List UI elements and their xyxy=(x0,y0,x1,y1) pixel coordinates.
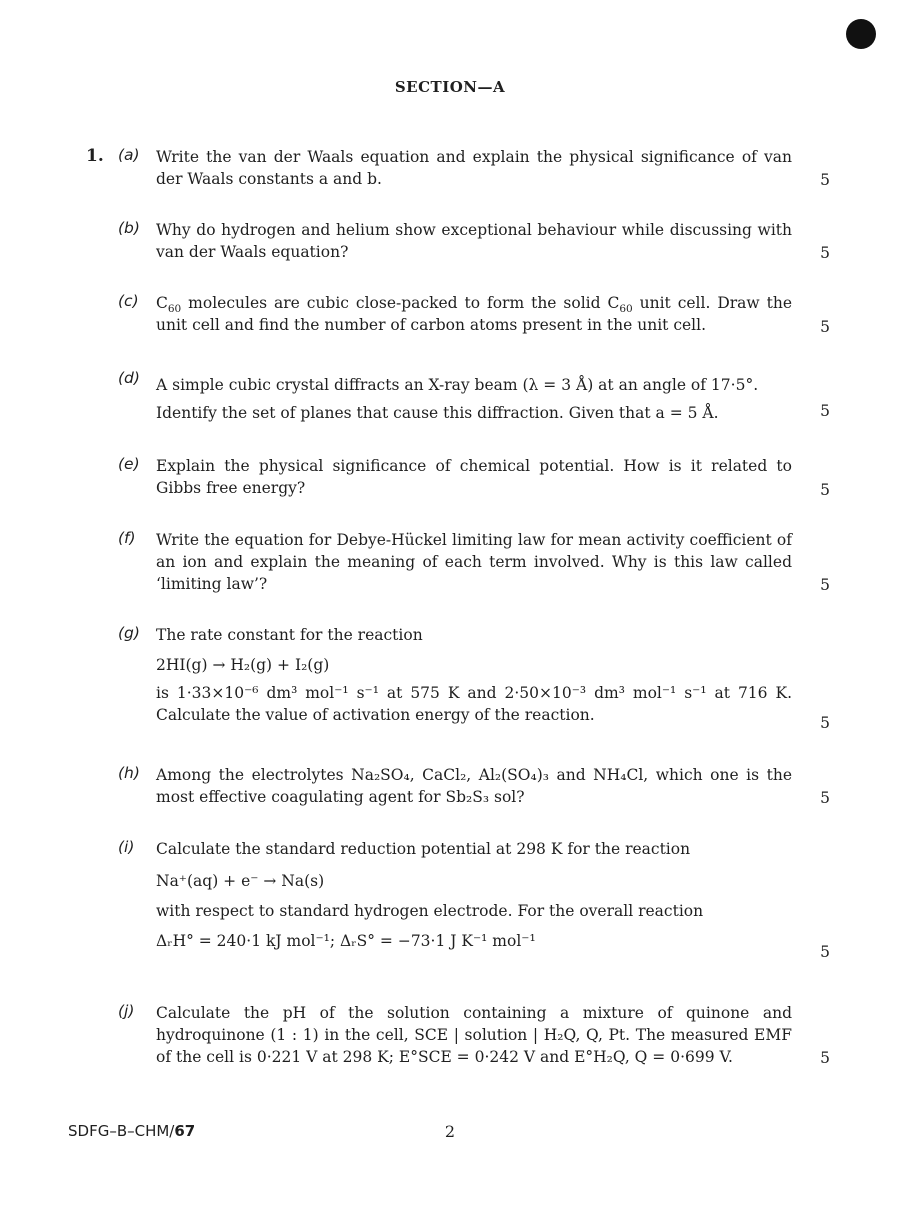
reaction-equation: 2HI(g) → H₂(g) + I₂(g) xyxy=(156,656,330,674)
part-letter: (d) xyxy=(118,369,140,387)
marks: 5 xyxy=(820,402,830,420)
part-g xyxy=(118,624,830,736)
marks: 5 xyxy=(820,171,830,189)
paper-code-prefix: SDFG–B–CHM/ xyxy=(68,1122,175,1140)
text-fragment: C xyxy=(156,294,168,312)
part-f xyxy=(118,529,830,597)
part-text: Write the van der Waals equation and explain the physical significance of van der Waals constants a and b. xyxy=(156,148,792,188)
part-letter: (g) xyxy=(118,624,140,642)
part-text: Explain the physical significance of chemical potential. How is it related to Gibbs free energy? xyxy=(156,457,792,497)
part-e xyxy=(118,455,830,501)
part-letter: (f) xyxy=(118,529,136,547)
part-h xyxy=(118,764,830,810)
part-text: Among the electrolytes Na₂SO₄, CaCl₂, Al₂(SO₄)₃ and NH₄Cl, which one is the most effective coagulating agent for Sb₂S₃ sol? xyxy=(156,766,792,806)
part-letter: (e) xyxy=(118,455,140,473)
intro-line: The rate constant for the reaction xyxy=(156,626,423,644)
marks: 5 xyxy=(820,1049,830,1067)
part-a xyxy=(118,146,830,192)
part-text: Write the equation for Debye-Hückel limiting law for mean activity coefficient of an ion and explain the meaning of each term involved. Why is this law called ‘limiting law’? xyxy=(156,531,792,593)
part-letter: (h) xyxy=(118,764,140,782)
intro-line: Calculate the standard reduction potential at 298 K for the reaction xyxy=(156,840,691,858)
part-i xyxy=(118,838,830,968)
part-text xyxy=(156,371,792,427)
part-text xyxy=(156,838,792,952)
body-text: is 1·33×10⁻⁶ dm³ mol⁻¹ s⁻¹ at 575 K and 2·50×10⁻³ dm³ mol⁻¹ s⁻¹ at 716 K. Calculate the value of activation energy of the reaction. xyxy=(156,684,792,724)
part-letter: (j) xyxy=(118,1002,135,1020)
text-line: Identify the set of planes that cause this diffraction. Given that a = 5 Å. xyxy=(156,404,719,422)
part-c xyxy=(118,292,830,340)
marks: 5 xyxy=(820,244,830,262)
part-d xyxy=(118,369,830,421)
part-text: Calculate the pH of the solution containing a mixture of quinone and hydroquinone (1 : 1) in the cell, SCE | solution | H₂Q, Q, Pt. The measured EMF of the cell is 0·221 V at 298 K; E°SCE = 0·242 V and E°H₂Q, Q = 0·699 V. xyxy=(156,1004,792,1066)
text-line: A simple cubic crystal diffracts an X-ray beam (λ = 3 Å) at an angle of 17·5°. xyxy=(156,376,759,394)
text-fragment: molecules are cubic close-packed to form the solid C xyxy=(181,294,620,312)
marks: 5 xyxy=(820,943,830,961)
body-text: with respect to standard hydrogen electrode. For the overall reaction xyxy=(156,902,704,920)
marks: 5 xyxy=(820,318,830,336)
registration-dot xyxy=(846,19,876,49)
question-number: 1. xyxy=(86,146,104,166)
text-fragment: unit cell. Draw the unit cell and find the number of carbon atoms present in the unit cell. xyxy=(156,294,792,334)
part-text xyxy=(156,292,792,336)
part-letter: (i) xyxy=(118,838,135,856)
section-title: SECTION—A xyxy=(394,78,506,96)
part-letter: (b) xyxy=(118,219,140,237)
part-text: Why do hydrogen and helium show exceptional behaviour while discussing with van der Waals equation? xyxy=(156,221,792,261)
marks: 5 xyxy=(820,714,830,732)
subscript: 60 xyxy=(619,303,633,316)
reaction-equation: Na⁺(aq) + e⁻ → Na(s) xyxy=(156,872,325,890)
marks: 5 xyxy=(820,789,830,807)
subscript: 60 xyxy=(167,303,182,316)
part-letter: (c) xyxy=(118,292,139,310)
marks: 5 xyxy=(820,481,830,499)
page-number: 2 xyxy=(444,1122,456,1141)
thermo-equation: ΔᵣH° = 240·1 kJ mol⁻¹; ΔᵣS° = −73·1 J K⁻¹ mol⁻¹ xyxy=(156,932,536,950)
marks: 5 xyxy=(820,576,830,594)
part-letter: (a) xyxy=(118,146,140,164)
part-b xyxy=(118,219,830,265)
part-text xyxy=(156,624,792,726)
part-j xyxy=(118,1002,830,1070)
paper-code-number: 67 xyxy=(174,1122,196,1140)
